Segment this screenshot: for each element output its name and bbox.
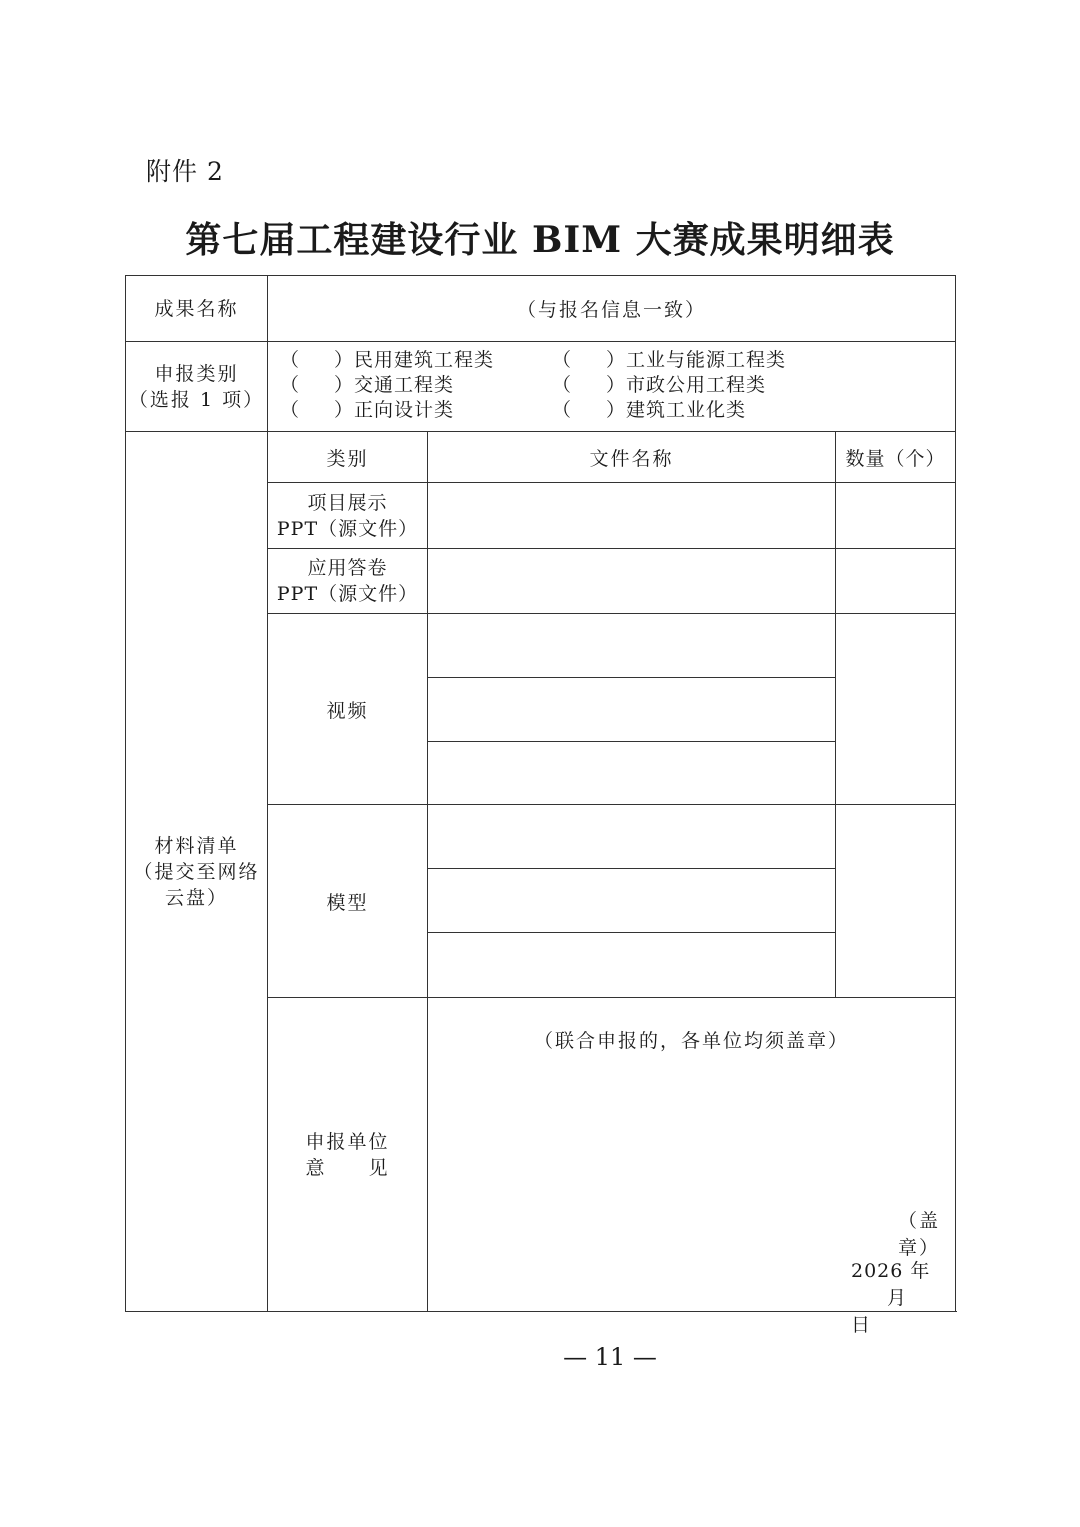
category-option-label: 交通工程类 <box>354 374 455 396</box>
result-name-field[interactable] <box>268 276 956 342</box>
opinion-label <box>268 998 428 1312</box>
category-option-label: 工业与能源工程类 <box>626 349 787 371</box>
page-number: — 11 — <box>563 1343 657 1371</box>
row-materials-header <box>126 432 956 483</box>
row-result-name <box>126 276 956 342</box>
model-quantity[interactable] <box>836 805 956 998</box>
category-label <box>126 342 268 432</box>
ppt-answer-filename[interactable] <box>428 549 836 614</box>
category-option[interactable]: （ ） 工业与能源工程类 <box>552 349 787 371</box>
result-name-label: 成果名称 <box>126 276 268 342</box>
date-month: 月 <box>887 1287 908 1309</box>
attachment-label: 附件 2 <box>146 157 224 186</box>
result-name-hint: （与报名信息一致） <box>517 299 707 321</box>
video-quantity[interactable] <box>836 614 956 805</box>
video-category: 视频 <box>268 614 428 805</box>
date-year: 2026 年 <box>851 1260 931 1282</box>
opinion-field[interactable] <box>428 998 956 1336</box>
category-options-row <box>280 348 945 373</box>
category-label-line2: （选报 1 项） <box>128 388 265 411</box>
materials-label-line3: 云盘） <box>164 886 228 909</box>
category-option-label: 建筑工业化类 <box>626 399 747 421</box>
video-filename-2[interactable] <box>428 678 836 742</box>
category-options <box>268 342 956 432</box>
category-option[interactable]: （ ） 交通工程类 <box>280 374 455 396</box>
category-options-row <box>280 373 945 398</box>
results-detail-table <box>125 275 956 1336</box>
opinion-note: （联合申报的，各单位均须盖章） <box>534 1030 850 1052</box>
category-option[interactable]: （ ） 民用建筑工程类 <box>280 349 495 371</box>
category-option-label: 市政公用工程类 <box>626 374 767 396</box>
materials-label-line2: （提交至网络 <box>133 860 260 883</box>
category-options-row <box>280 398 945 423</box>
ppt-project-category: 项目展示 PPT（源文件） <box>268 483 428 549</box>
date-line <box>851 1256 955 1337</box>
header-quantity: 数量（个） <box>836 432 956 483</box>
ppt-answer-category: 应用答卷 PPT（源文件） <box>268 549 428 614</box>
video-filename-1[interactable] <box>428 614 836 678</box>
model-filename-3[interactable] <box>428 933 836 998</box>
model-filename-1[interactable] <box>428 805 836 869</box>
ppt-answer-quantity[interactable] <box>836 549 956 614</box>
model-filename-2[interactable] <box>428 869 836 933</box>
ppt-project-filename[interactable] <box>428 483 836 549</box>
header-category: 类别 <box>268 432 428 483</box>
document-title: 第七届工程建设行业 BIM 大赛成果明细表 <box>185 219 895 261</box>
category-option[interactable]: （ ） 正向设计类 <box>280 399 455 421</box>
category-option-label: 民用建筑工程类 <box>354 349 495 371</box>
date-day: 日 <box>851 1314 872 1336</box>
category-option-label: 正向设计类 <box>354 399 455 421</box>
seal-label: （盖章） <box>898 1210 941 1259</box>
header-filename: 文件名称 <box>428 432 836 483</box>
opinion-label-line1: 申报单位 <box>305 1130 390 1153</box>
opinion-label-line2: 意 见 <box>305 1156 390 1179</box>
materials-label <box>126 432 268 1312</box>
row-category <box>126 342 956 432</box>
category-option[interactable]: （ ） 市政公用工程类 <box>552 374 767 396</box>
category-option[interactable]: （ ） 建筑工业化类 <box>552 399 747 421</box>
model-category: 模型 <box>268 805 428 998</box>
video-filename-3[interactable] <box>428 742 836 805</box>
materials-label-line1: 材料清单 <box>154 834 239 857</box>
ppt-project-quantity[interactable] <box>836 483 956 549</box>
category-label-line1: 申报类别 <box>154 362 239 385</box>
